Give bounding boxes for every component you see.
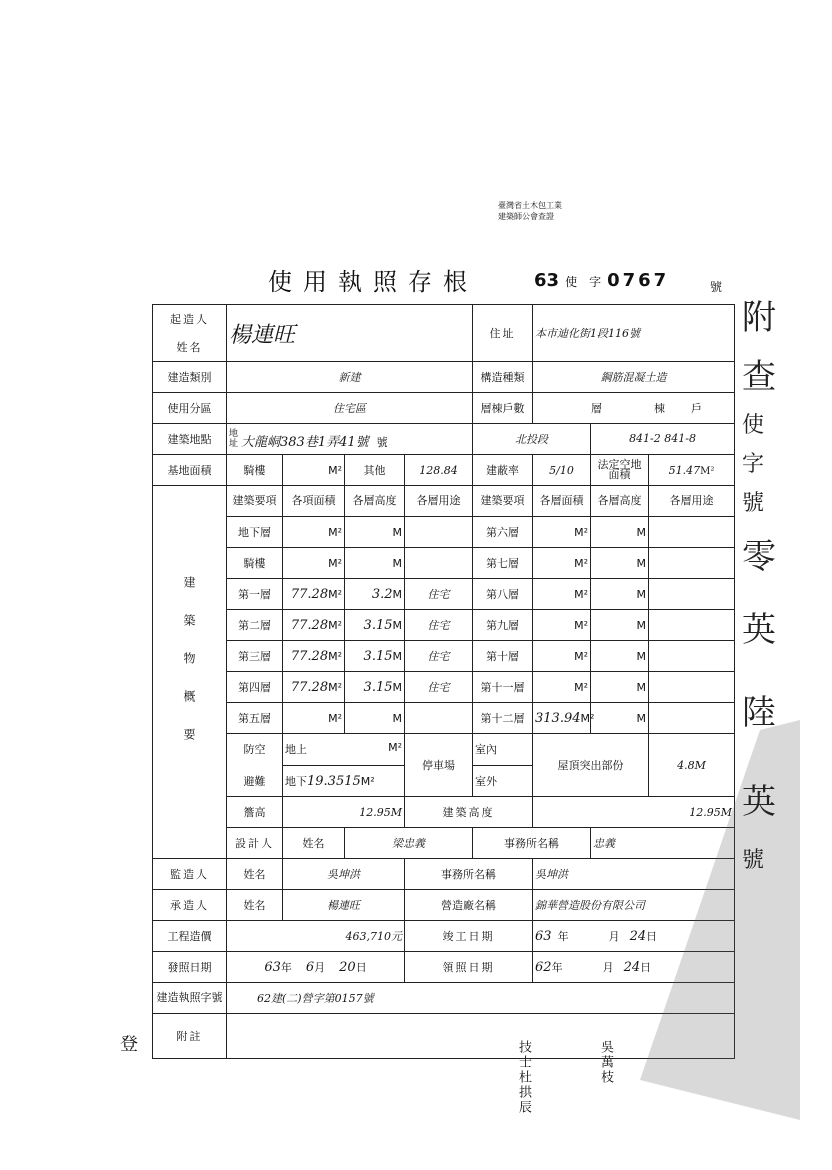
unit-m2: M² (533, 641, 591, 672)
side-char: 號 (742, 848, 765, 873)
build-type-value: 新建 (227, 362, 473, 393)
permit-serial: 0767 (607, 270, 670, 291)
parking-outdoor: 室外 (473, 765, 533, 797)
unit-m2: M² (328, 649, 342, 663)
supervisor-office: 吳坤洪 (533, 859, 735, 890)
address-label: 住址 (473, 305, 533, 362)
unit-m2: M² (533, 517, 591, 548)
site-addr-small: 地址 (229, 428, 239, 449)
site-address: 大龍峒383巷1弄41號 (241, 434, 369, 450)
designer-office-label: 事務所名稱 (473, 828, 591, 859)
unit-m2: M² (328, 618, 342, 632)
unit-m2: M² (328, 680, 342, 694)
supervisor-name: 吳坤洪 (283, 859, 405, 890)
other-value: 128.84 (405, 455, 473, 486)
unit-m: M (591, 641, 649, 672)
contractor-firm: 錦華營造股份有限公司 (533, 890, 735, 921)
site-label: 建築地點 (153, 424, 227, 455)
applicant-name: 楊連旺 (227, 305, 473, 362)
unit-household: 戶 (691, 402, 703, 415)
permit-suffix: 號 (710, 280, 723, 294)
contractor-name: 楊連旺 (283, 890, 405, 921)
row-type (153, 362, 735, 393)
unit-month: 月 (314, 961, 326, 974)
floor-area-value: 77.28 (290, 648, 329, 664)
legal-open-cell (649, 455, 735, 486)
parking-label: 停車場 (405, 734, 473, 797)
col-height: 各層高度 (345, 486, 405, 517)
side-char: 英 (742, 782, 776, 822)
floor-row (153, 579, 735, 610)
floor-use (405, 517, 473, 548)
unit-m2: M² (328, 587, 342, 601)
unit-year: 年 (557, 930, 569, 943)
side-char: 使 (742, 413, 765, 438)
designer-role: 設計人 (227, 828, 283, 859)
legal-open-unit: M² (700, 465, 715, 477)
floor-use: 住宅 (405, 579, 473, 610)
col-item-2: 建築要項 (473, 486, 533, 517)
unit-m: M (392, 556, 402, 570)
floor-area-value: 77.28 (290, 679, 329, 695)
floors-count-label: 層棟戶數 (473, 393, 533, 424)
floor-area (283, 579, 345, 610)
col-height-2: 各層高度 (591, 486, 649, 517)
floor-name: 第三層 (227, 641, 283, 672)
site-hao: 號 (376, 435, 388, 449)
row-site (153, 424, 735, 455)
floor-area-value: 313.94 (535, 710, 581, 726)
floor-row (153, 548, 735, 579)
floor-name: 騎樓 (227, 548, 283, 579)
issue-date (227, 952, 405, 983)
applicant-label: 起造人 (170, 313, 209, 326)
issue-month: 6 (305, 960, 315, 975)
eave-unit: M (390, 805, 402, 819)
designer-office: 忠義 (591, 828, 735, 859)
registration-stamp (498, 200, 724, 238)
applicant-name-label: 姓名 (176, 341, 203, 354)
supervisor-role: 監造人 (153, 859, 227, 890)
floor-height (345, 579, 405, 610)
unit-m: M (392, 587, 402, 601)
site-lot: 北投段 (473, 424, 591, 455)
floor-row (153, 672, 735, 703)
floor-name: 第十二層 (473, 703, 533, 734)
coverage-label: 建蔽率 (473, 455, 533, 486)
floor-use: 住宅 (405, 610, 473, 641)
permit-number (534, 270, 669, 291)
zone-value: 住宅區 (227, 393, 473, 424)
floor-area (283, 672, 345, 703)
floor-name: 第四層 (227, 672, 283, 703)
designer-name-label: 姓名 (283, 828, 345, 859)
building-height-number: 12.95 (689, 805, 721, 819)
unit-m: M (392, 649, 402, 663)
floor-row (153, 610, 735, 641)
col-area-2: 各層面積 (533, 486, 591, 517)
shelter-label-1: 防空 (243, 743, 266, 756)
completion-day: 24 (629, 929, 647, 944)
signature-technician: 技士杜拱辰 (516, 1040, 531, 1115)
row-applicant (153, 305, 735, 362)
unit-m2: M² (388, 741, 402, 755)
floor-use: 住宅 (405, 641, 473, 672)
base-area-label: 基地面積 (153, 455, 227, 486)
shelter-below-label: 地下 (285, 774, 307, 788)
row-area (153, 455, 735, 486)
structure-value: 鋼筋混凝土造 (533, 362, 735, 393)
row-use (153, 393, 735, 424)
floor-height (345, 703, 405, 734)
floor-use (405, 703, 473, 734)
floor-area (283, 641, 345, 672)
side-char: 查 (742, 357, 776, 397)
contractor-role: 承造人 (153, 890, 227, 921)
floor-area (283, 610, 345, 641)
shelter-label (227, 734, 283, 797)
floors-count-value (533, 393, 735, 424)
stamp-line-1: 臺灣省土木包工業 (498, 201, 562, 210)
floor-area (283, 703, 345, 734)
floor-name: 第一層 (227, 579, 283, 610)
unit-m2: M² (328, 711, 342, 725)
unit-m: M (591, 672, 649, 703)
side-annotation (742, 290, 802, 1170)
unit-year: 年 (280, 961, 292, 974)
unit-floor: 層 (591, 402, 603, 415)
arcade-label: 騎樓 (227, 455, 283, 486)
side-char: 零 (742, 537, 776, 577)
eave-value (283, 797, 405, 828)
unit-m2: M² (533, 579, 591, 610)
supervisor-office-label: 事務所名稱 (405, 859, 533, 890)
collect-year: 62 (535, 960, 552, 975)
floor-height (345, 548, 405, 579)
roof-value-number: 4.8 (677, 758, 695, 772)
roof-label: 屋頂突出部份 (533, 734, 649, 797)
legal-open-label: 法定空地面積 (591, 455, 649, 486)
legal-open-value: 51.47 (668, 463, 701, 477)
floor-use (405, 548, 473, 579)
unit-m2: M² (328, 525, 342, 539)
arcade-unit: M² (283, 455, 345, 486)
floor-use: 住宅 (405, 672, 473, 703)
unit-day: 日 (355, 961, 367, 974)
address-value: 本市迪化街1段116號 (533, 305, 735, 362)
permit-word: 字 (589, 275, 602, 289)
floor-height (345, 672, 405, 703)
floor-row (153, 517, 735, 548)
unit-m2: M² (328, 556, 342, 570)
building-height-label: 建築高度 (405, 797, 533, 828)
unit-m: M (591, 610, 649, 641)
floor-name: 地下層 (227, 517, 283, 548)
floor-height-value: 3.15 (363, 679, 393, 695)
other-label: 其他 (345, 455, 405, 486)
unit-m: M (591, 548, 649, 579)
building-height-unit: M (720, 805, 733, 819)
floor-name: 第九層 (473, 610, 533, 641)
building-summary-label (153, 486, 227, 859)
structure-label: 構造種類 (473, 362, 533, 393)
unit-m: M (392, 680, 402, 694)
col-use: 各層用途 (405, 486, 473, 517)
floor-name: 第十層 (473, 641, 533, 672)
floor-name: 第六層 (473, 517, 533, 548)
remark-label: 附註 (153, 1014, 227, 1059)
parking-indoor: 室內 (473, 734, 533, 766)
floor-area (283, 517, 345, 548)
unit-year: 年 (551, 961, 563, 974)
unit-m2: M² (533, 672, 591, 703)
floor-area-value: 77.28 (290, 617, 329, 633)
floor-name: 第八層 (473, 579, 533, 610)
contractor-firm-label: 營造廠名稱 (405, 890, 533, 921)
floor-height-value: 3.2 (371, 586, 393, 602)
side-char: 陸 (742, 693, 776, 733)
side-char: 附 (742, 298, 776, 338)
cost-label: 工程造價 (153, 921, 227, 952)
issue-label: 發照日期 (153, 952, 227, 983)
completion-label: 竣工日期 (405, 921, 533, 952)
eave-label: 簷高 (227, 797, 283, 828)
shelter-below (283, 765, 405, 797)
contractor-name-label: 姓名 (227, 890, 283, 921)
collect-label: 領照日期 (405, 952, 533, 983)
floor-name: 第七層 (473, 548, 533, 579)
unit-m: M (392, 525, 402, 539)
cost-value: 463,710元 (227, 921, 405, 952)
zone-label: 使用分區 (153, 393, 227, 424)
shelter-label-2: 避難 (243, 775, 266, 788)
permit-year: 63 (534, 270, 560, 291)
margin-mark: 登 (120, 1034, 138, 1055)
completion-year: 63 (535, 929, 552, 944)
side-char: 號 (742, 491, 765, 516)
unit-m2: M² (360, 774, 375, 788)
designer-name: 梁忠義 (345, 828, 473, 859)
issue-day: 20 (339, 960, 356, 975)
floor-area-value: 77.28 (290, 586, 329, 602)
shelter-below-value: 19.3515 (307, 773, 361, 789)
floor-name: 第十一層 (473, 672, 533, 703)
roof-unit: M (694, 758, 706, 772)
building-summary-text: 建築物概要 (182, 575, 196, 766)
collect-day: 24 (623, 960, 641, 975)
shelter-above-label: 地上 (285, 743, 307, 757)
col-use-2: 各層用途 (649, 486, 735, 517)
floor-name: 第二層 (227, 610, 283, 641)
eave-number: 12.95 (359, 805, 391, 819)
site-lot-number: 841-2 841-8 (591, 424, 735, 455)
unit-m: M (591, 517, 649, 548)
license-label: 建造執照字號 (153, 983, 227, 1014)
issue-year: 63 (264, 960, 281, 975)
floor-name: 第五層 (227, 703, 283, 734)
side-char: 英 (742, 610, 776, 650)
unit-day: 日 (646, 930, 658, 943)
col-area: 各項面積 (283, 486, 345, 517)
unit-m2: M² (533, 548, 591, 579)
floor-height-value: 3.15 (363, 617, 393, 633)
coverage-value: 5/10 (533, 455, 591, 486)
unit-m: M (591, 703, 649, 734)
floor-height (345, 517, 405, 548)
unit-day: 日 (640, 961, 652, 974)
floor-height-value: 3.15 (363, 648, 393, 664)
col-item: 建築要項 (227, 486, 283, 517)
unit-m2: M² (580, 711, 595, 725)
floor-area (283, 548, 345, 579)
supervisor-name-label: 姓名 (227, 859, 283, 890)
unit-m: M (392, 618, 402, 632)
permit-prefix: 使 (565, 275, 578, 289)
signature-second: 吳萬枝 (598, 1040, 613, 1085)
floor-area (533, 703, 595, 734)
stamp-line-2: 建築師公會查證 (498, 212, 554, 221)
form-title: 使用執照存根 (268, 268, 478, 296)
shelter-above (283, 734, 405, 766)
unit-month: 月 (602, 961, 614, 974)
row-col-headers (153, 486, 735, 517)
unit-m2: M² (533, 610, 591, 641)
floor-height (345, 641, 405, 672)
unit-building: 棟 (654, 402, 666, 415)
build-type-label: 建造類別 (153, 362, 227, 393)
license-value: 62建(二)營字第0157號 (227, 983, 735, 1014)
unit-m: M (392, 711, 402, 725)
floor-height (345, 610, 405, 641)
side-char: 字 (742, 452, 765, 477)
unit-m: M (591, 579, 649, 610)
floor-row (153, 641, 735, 672)
unit-month: 月 (608, 930, 620, 943)
